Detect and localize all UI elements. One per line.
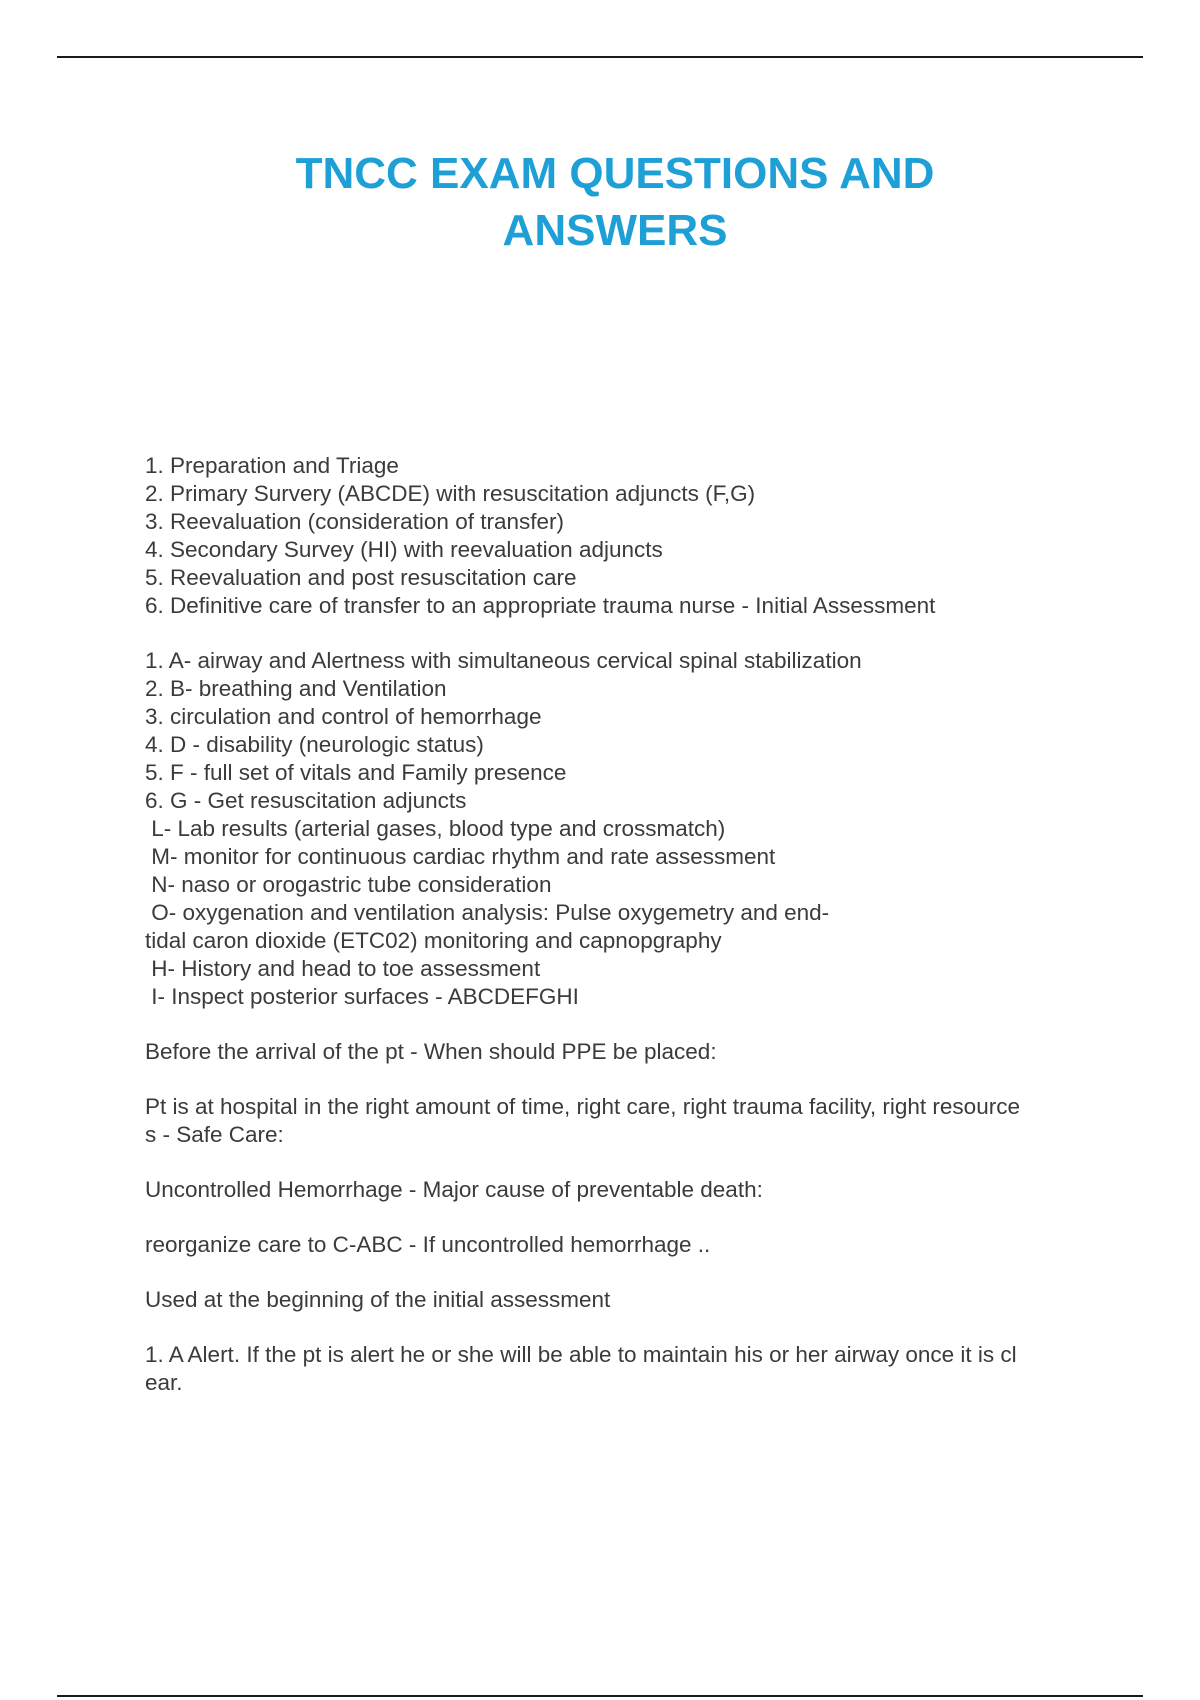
text-block [145, 1038, 1095, 1066]
text-line: H- History and head to toe assessment [145, 956, 541, 981]
document-title [0, 145, 1200, 259]
text-block [145, 1176, 1095, 1204]
text-line: 4. Secondary Survey (HI) with reevaluation adjuncts [145, 537, 663, 562]
text-line: Pt is at hospital in the right amount of time, right care, right trauma facility, right resource [145, 1094, 1020, 1119]
text-line: 4. D - disability (neurologic status) [145, 732, 484, 757]
text-block [145, 647, 1095, 1011]
text-line: 6. G - Get resuscitation adjuncts [145, 788, 467, 813]
text-line: s - Safe Care: [145, 1122, 284, 1147]
text-line: M- monitor for continuous cardiac rhythm and rate assessment [145, 844, 776, 869]
text-line: 1. A Alert. If the pt is alert he or she will be able to maintain his or her airway once it is cl [145, 1342, 1017, 1367]
text-line: Uncontrolled Hemorrhage - Major cause of preventable death: [145, 1177, 763, 1202]
text-line: tidal caron dioxide (ETC02) monitoring and capnopgraphy [145, 928, 722, 953]
text-line: 1. Preparation and Triage [145, 453, 399, 478]
text-block [145, 1231, 1095, 1259]
text-line: 3. circulation and control of hemorrhage [145, 704, 542, 729]
document-body [145, 452, 1095, 1424]
text-line: 3. Reevaluation (consideration of transfer) [145, 509, 564, 534]
text-line: 2. B- breathing and Ventilation [145, 676, 447, 701]
text-line: Before the arrival of the pt - When should PPE be placed: [145, 1039, 717, 1064]
text-line: ear. [145, 1370, 183, 1395]
title-line: ANSWERS [502, 206, 728, 255]
text-block [145, 452, 1095, 620]
bottom-rule [57, 1695, 1143, 1697]
title-line: TNCC EXAM QUESTIONS AND [295, 149, 935, 198]
text-line: N- naso or orogastric tube consideration [145, 872, 552, 897]
text-line: L- Lab results (arterial gases, blood type and crossmatch) [145, 816, 726, 841]
text-line: 6. Definitive care of transfer to an appropriate trauma nurse - Initial Assessment [145, 593, 936, 618]
text-block [145, 1093, 1095, 1149]
text-line: O- oxygenation and ventilation analysis: Pulse oxygemetry and end- [145, 900, 830, 925]
text-block [145, 1341, 1095, 1397]
top-rule [57, 56, 1143, 58]
text-line: 1. A- airway and Alertness with simultaneous cervical spinal stabilization [145, 648, 862, 673]
text-line: 5. F - full set of vitals and Family presence [145, 760, 567, 785]
text-line: Used at the beginning of the initial assessment [145, 1287, 611, 1312]
text-line: I- Inspect posterior surfaces - ABCDEFGHI [145, 984, 579, 1009]
text-block [145, 1286, 1095, 1314]
text-line: 2. Primary Survery (ABCDE) with resuscitation adjuncts (F,G) [145, 481, 756, 506]
text-line: reorganize care to C-ABC - If uncontrolled hemorrhage .. [145, 1232, 711, 1257]
text-line: 5. Reevaluation and post resuscitation care [145, 565, 577, 590]
